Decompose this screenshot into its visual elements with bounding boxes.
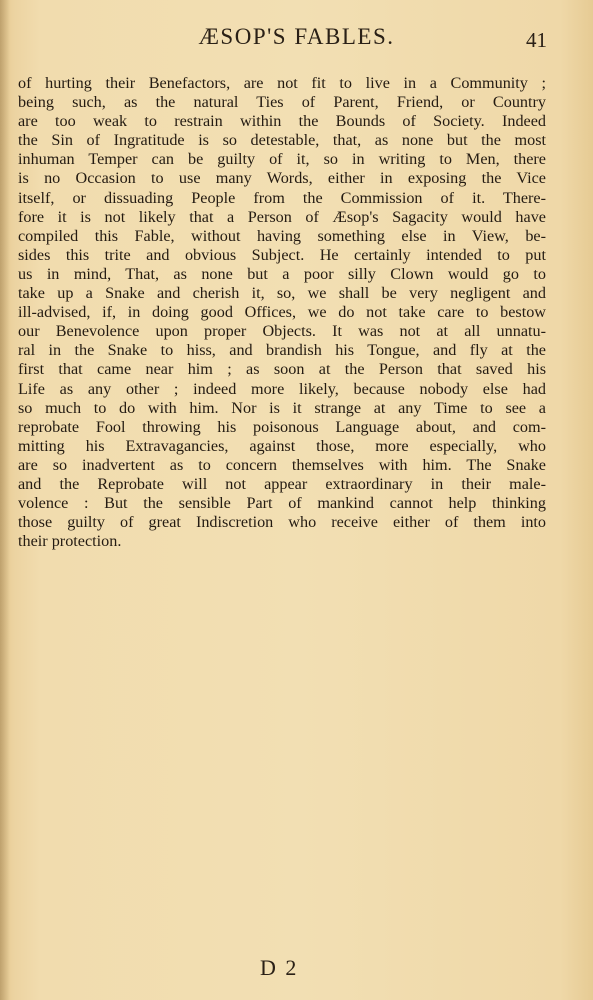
body-text — [18, 74, 546, 551]
text-line: is no Occasion to use many Words, either in exposing the Vice — [18, 169, 546, 188]
signature-mark: D 2 — [260, 955, 299, 980]
text-line: itself, or dissuading People from the Commission of it. There- — [18, 188, 546, 207]
text-line: volence : But the sensible Part of mankind cannot help thinking — [18, 494, 546, 513]
text-line: first that came near him ; as soon at the Person that saved his — [18, 360, 546, 379]
text-line: ral in the Snake to hiss, and brandish his Tongue, and fly at the — [18, 341, 546, 360]
page-number: 41 — [526, 28, 547, 52]
running-title: ÆSOP'S FABLES. — [198, 24, 395, 49]
gutter-shadow — [0, 0, 10, 1000]
text-line: ill-advised, if, in doing good Offices, we do not take care to bestow — [18, 303, 546, 322]
text-line: sides this trite and obvious Subject. He certainly intended to put — [18, 245, 546, 264]
text-line: mitting his Extravagancies, against those, more especially, who — [18, 436, 546, 455]
text-line: reprobate Fool throwing his poisonous Language about, and com- — [18, 417, 546, 436]
text-line: are too weak to restrain within the Bounds of Society. Indeed — [18, 112, 546, 131]
text-line: those guilty of great Indiscretion who receive either of them into — [18, 513, 546, 532]
text-line: compiled this Fable, without having something else in View, be- — [18, 226, 546, 245]
text-line: Life as any other ; indeed more likely, because nobody else had — [18, 379, 546, 398]
text-line: our Benevolence upon proper Objects. It was not at all unnatu- — [18, 322, 546, 341]
text-line: us in mind, That, as none but a poor silly Clown would go to — [18, 264, 546, 283]
text-line-last: their protection. — [18, 532, 122, 551]
text-line: and the Reprobate will not appear extraordinary in their male- — [18, 474, 546, 493]
text-line: the Sin of Ingratitude is so detestable, that, as none but the most — [18, 131, 546, 150]
text-line: being such, as the natural Ties of Parent, Friend, or Country — [18, 93, 546, 112]
text-line: so much to do with him. Nor is it strange at any Time to see a — [18, 398, 546, 417]
text-line: are so inadvertent as to concern themselves with him. The Snake — [18, 455, 546, 474]
text-line: take up a Snake and cherish it, so, we shall be very negligent and — [18, 284, 546, 303]
text-line: of hurting their Benefactors, are not fit to live in a Community ; — [18, 74, 546, 92]
text-line: fore it is not likely that a Person of Æsop's Sagacity would have — [18, 207, 546, 226]
text-line: inhuman Temper can be guilty of it, so in writing to Men, there — [18, 150, 546, 169]
